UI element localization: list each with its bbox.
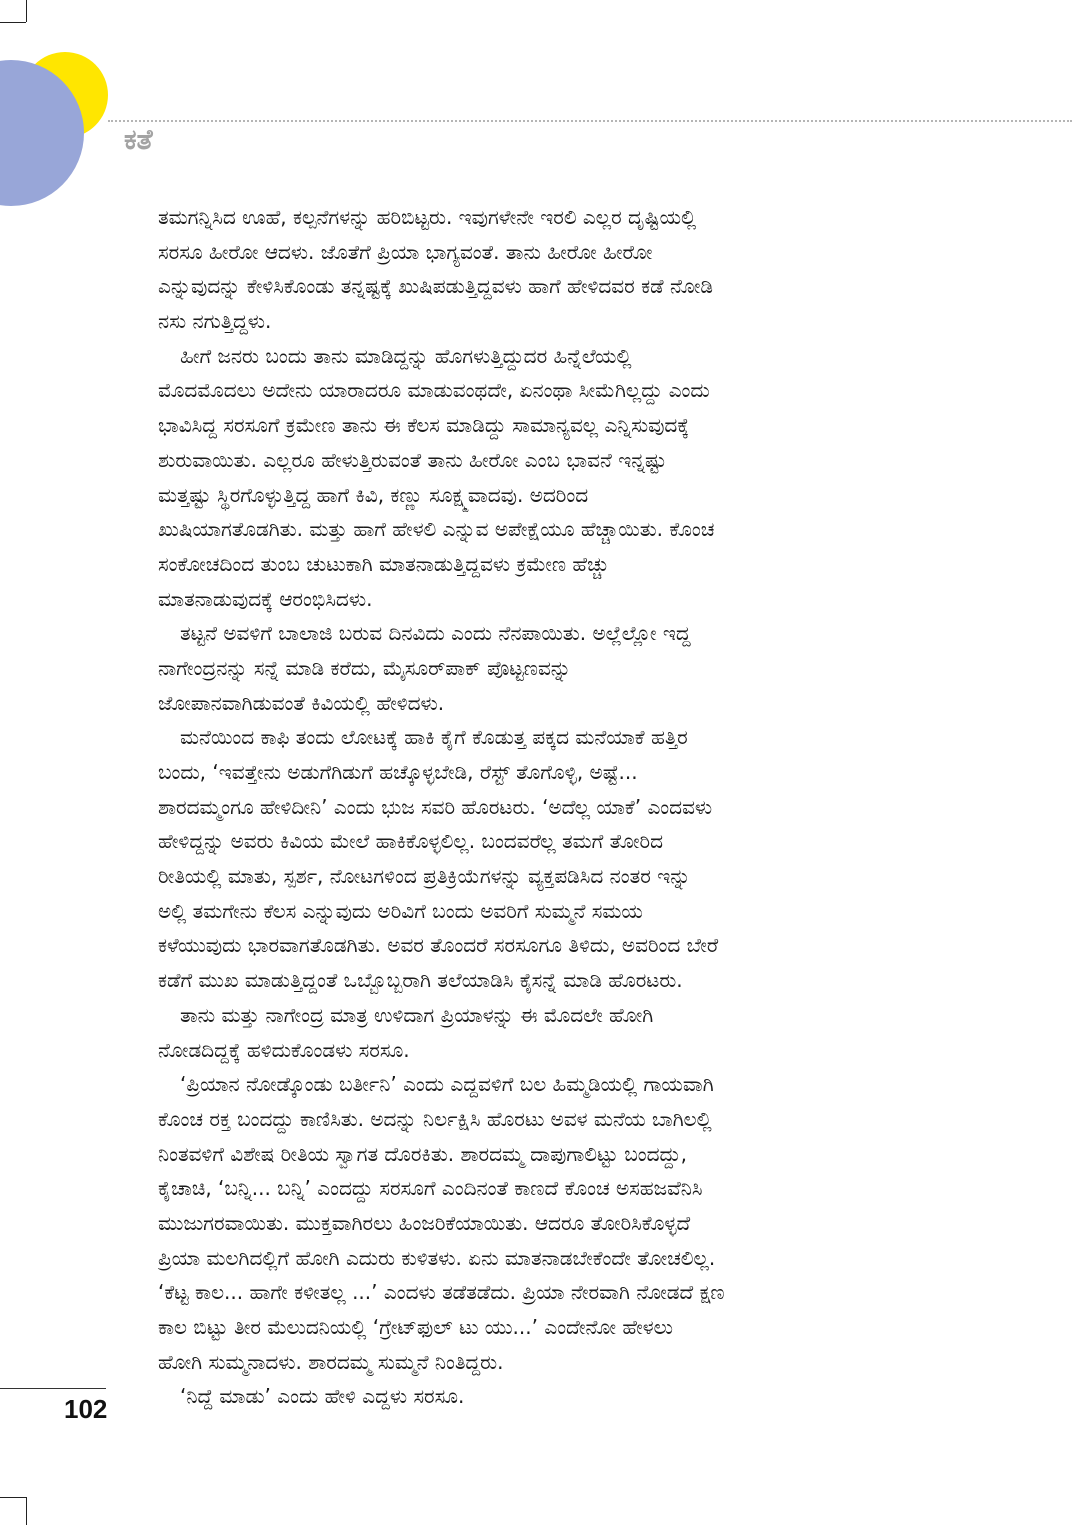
text-line: ‘ಕೆಟ್ಟ ಕಾಲ... ಹಾಗೇ ಕಳೀತಲ್ಲ ...’ ಎಂದಳು ತಡೆತಡೆದು. ಪ್ರಿಯಾ ನೇರವಾಗಿ ನೋಡದೆ ಕ್ಷಣ (158, 1280, 725, 1305)
text-line: ರೀತಿಯಲ್ಲಿ ಮಾತು, ಸ್ಪರ್ಶ, ನೋಟಗಳಿಂದ ಪ್ರತಿಕ್ರಿಯೆಗಳನ್ನು ವ್ಯಕ್ತಪಡಿಸಿದ ನಂತರ ಇನ್ನು (158, 864, 691, 889)
text-line: ಕಳೆಯುವುದು ಭಾರವಾಗತೊಡಗಿತು. ಅವರ ತೊಂದರೆ ಸರಸೂಗೂ ತಿಳಿದು, ಅವರಿಂದ ಬೇರೆ (158, 933, 719, 958)
text-line: ‘ಪ್ರಿಯಾನ ನೋಡ್ಕೊಂಡು ಬರ್ತೀನಿ’ ಎಂದು ಎದ್ದವಳಿಗೆ ಬಲ ಹಿಮ್ಮಡಿಯಲ್ಲಿ ಗಾಯವಾಗಿ (180, 1072, 714, 1097)
text-line: ಬಂದು, ‘ಇವತ್ತೇನು ಅಡುಗೆಗಿಡುಗೆ ಹಚ್ಕೊಳ್ಳಬೇಡಿ, ರೆಸ್ಟ್ ತೊಗೊಳ್ಳಿ, ಅಷ್ಟೆ... (158, 760, 638, 784)
story-text (158, 200, 906, 1414)
text-line: ಪ್ರಿಯಾ ಮಲಗಿದಲ್ಲಿಗೆ ಹೋಗಿ ಎದುರು ಕುಳಿತಳು. ಏನು ಮಾತನಾಡಬೇಕೆಂದೇ ತೋಚಲಿಲ್ಲ. (158, 1245, 716, 1270)
text-line: ಜೋಪಾನವಾಗಿಡುವಂತೆ ಕಿವಿಯಲ್ಲಿ ಹೇಳಿದಳು. (158, 690, 445, 715)
text-line: ಕಡೆಗೆ ಮುಖ ಮಾಡುತ್ತಿದ್ದಂತೆ ಒಬ್ಬೊಬ್ಬರಾಗಿ ತಲೆಯಾಡಿಸಿ ಕೈಸನ್ನೆ ಮಾಡಿ ಹೊರಟರು. (158, 968, 683, 993)
section-label: ಕತೆ (124, 123, 153, 156)
text-line: ಶುರುವಾಯಿತು. ಎಲ್ಲರೂ ಹೇಳುತ್ತಿರುವಂತೆ ತಾನು ಹೀರೋ ಎಂಬ ಭಾವನೆ ಇನ್ನಷ್ಟು (158, 447, 667, 472)
text-line: ಮಾತನಾಡುವುದಕ್ಕೆ ಆರಂಭಿಸಿದಳು. (158, 586, 373, 611)
text-line: ‘ನಿದ್ದೆ ಮಾಡು’ ಎಂದು ಹೇಳಿ ಎದ್ದಳು ಸರಸೂ. (180, 1384, 465, 1409)
crop-mark-bottom-left-vertical (26, 1497, 27, 1525)
text-line: ನಿಂತವಳಿಗೆ ವಿಶೇಷ ರೀತಿಯ ಸ್ವಾಗತ ದೊರಕಿತು. ಶಾರದಮ್ಮ ದಾಪುಗಾಲಿಟ್ಟು ಬಂದದ್ದು, (158, 1141, 687, 1166)
text-line: ಮೊದಮೊದಲು ಅದೇನು ಯಾರಾದರೂ ಮಾಡುವಂಥದೇ, ಏನಂಥಾ ಸೀಮೆಗಿಲ್ಲದ್ದು ಎಂದು (158, 378, 710, 403)
crop-mark-top-left-vertical (26, 0, 27, 22)
text-line: ಮುಜುಗರವಾಯಿತು. ಮುಕ್ತವಾಗಿರಲು ಹಿಂಜರಿಕೆಯಾಯಿತು. ಆದರೂ ತೋರಿಸಿಕೊಳ್ಳದೆ (158, 1210, 691, 1235)
text-line: ನೋಡದಿದ್ದಕ್ಕೆ ಹಳಿದುಕೊಂಡಳು ಸರಸೂ. (158, 1037, 410, 1062)
text-line: ಹೀಗೆ ಜನರು ಬಂದು ತಾನು ಮಾಡಿದ್ದನ್ನು ಹೊಗಳುತ್ತಿದ್ದುದರ ಹಿನ್ನೆಲೆಯಲ್ಲಿ (180, 343, 632, 368)
text-line: ನಸು ನಗುತ್ತಿದ್ದಳು. (158, 309, 272, 334)
text-line: ನಾಗೇಂದ್ರನನ್ನು ಸನ್ನೆ ಮಾಡಿ ಕರೆದು, ಮೈಸೂರ್‌ಪಾಕ್ ಪೊಟ್ಟಣವನ್ನು (158, 655, 571, 680)
page-number: 102 (64, 1394, 108, 1424)
text-line: ಎನ್ನುವುದನ್ನು ಕೇಳಿಸಿಕೊಂಡು ತನ್ನಷ್ಟಕ್ಕೆ ಖುಷಿಪಡುತ್ತಿದ್ದವಳು ಹಾಗೆ ಹೇಳಿದವರ ಕಡೆ ನೋಡಿ (158, 274, 714, 299)
text-line: ತಟ್ಟನೆ ಅವಳಿಗೆ ಬಾಲಾಜಿ ಬರುವ ದಿನವಿದು ಎಂದು ನೆನಪಾಯಿತು. ಅಲ್ಲೆಲ್ಲೋ ಇದ್ದ (180, 621, 691, 646)
text-line: ಖುಷಿಯಾಗತೊಡಗಿತು. ಮತ್ತು ಹಾಗೆ ಹೇಳಲಿ ಎನ್ನುವ ಅಪೇಕ್ಷೆಯೂ ಹೆಚ್ಚಾಯಿತು. ಕೊಂಚ (158, 517, 715, 542)
text-line: ಮನೆಯಿಂದ ಕಾಫಿ ತಂದು ಲೋಟಕ್ಕೆ ಹಾಕಿ ಕೈಗೆ ಕೊಡುತ್ತ ಪಕ್ಕದ ಮನೆಯಾಕೆ ಹತ್ತಿರ (180, 725, 688, 750)
footer-rule (0, 1388, 106, 1389)
text-line: ಸರಸೂ ಹೀರೋ ಆದಳು. ಜೊತೆಗೆ ಪ್ರಿಯಾ ಭಾಗ್ಯವಂತೆ. ತಾನು ಹೀರೋ ಹೀರೋ (158, 239, 653, 264)
text-line: ಶಾರದಮ್ಮಂಗೂ ಹೇಳಿದೀನಿ’ ಎಂದು ಭುಜ ಸವರಿ ಹೊರಟರು. ‘ಅದೆಲ್ಲ ಯಾಕೆ’ ಎಂದವಳು (158, 794, 713, 819)
text-line: ಕೈಚಾಚಿ, ‘ಬನ್ನಿ... ಬನ್ನಿ’ ಎಂದದ್ದು ಸರಸೂಗೆ ಎಂದಿನಂತೆ ಕಾಣದೆ ಕೊಂಚ ಅಸಹಜವೆನಿಸಿ (158, 1176, 703, 1201)
text-line: ತಾನು ಮತ್ತು ನಾಗೇಂದ್ರ ಮಾತ್ರ ಉಳಿದಾಗ ಪ್ರಿಯಾಳನ್ನು ಈ ಮೊದಲೇ ಹೋಗಿ (180, 1002, 654, 1027)
crop-mark-bottom-left-horizontal (0, 1497, 26, 1498)
text-line: ಕಾಲ ಬಿಟ್ಟು ತೀರ ಮೆಲುದನಿಯಲ್ಲಿ ‘ಗ್ರೇಟ್‌ಫುಲ್ ಟು ಯು...’ ಎಂದೇನೋ ಹೇಳಲು (158, 1315, 673, 1339)
text-line: ಮತ್ತಷ್ಟು ಸ್ಥಿರಗೊಳ್ಳುತ್ತಿದ್ದ ಹಾಗೆ ಕಿವಿ, ಕಣ್ಣು ಸೂಕ್ಷ್ಮವಾದವು. ಅದರಿಂದ (158, 482, 589, 507)
text-line: ಅಲ್ಲಿ ತಮಗೇನು ಕೆಲಸ ಎನ್ನುವುದು ಅರಿವಿಗೆ ಬಂದು ಅವರಿಗೆ ಸುಮ್ಮನೆ ಸಮಯ (158, 898, 643, 923)
text-line: ಭಾವಿಸಿದ್ದ ಸರಸೂಗೆ ಕ್ರಮೇಣ ತಾನು ಈ ಕೆಲಸ ಮಾಡಿದ್ದು ಸಾಮಾನ್ಯವಲ್ಲ ಎನ್ನಿಸುವುದಕ್ಕೆ (158, 413, 690, 438)
crop-mark-top-left-horizontal (0, 22, 26, 23)
header-dotted-rule (108, 120, 1072, 122)
text-line: ಕೊಂಚ ರಕ್ತ ಬಂದದ್ದು ಕಾಣಿಸಿತು. ಅದನ್ನು ನಿರ್ಲಕ್ಷಿಸಿ ಹೊರಟು ಅವಳ ಮನೆಯ ಬಾಗಿಲಲ್ಲಿ (158, 1106, 712, 1131)
text-line: ಸಂಕೋಚದಿಂದ ತುಂಬ ಚುಟುಕಾಗಿ ಮಾತನಾಡುತ್ತಿದ್ದವಳು ಕ್ರಮೇಣ ಹೆಚ್ಚು (158, 551, 610, 576)
text-line: ಹೇಳಿದ್ದನ್ನು ಅವರು ಕಿವಿಯ ಮೇಲೆ ಹಾಕಿಕೊಳ್ಳಲಿಲ್ಲ. ಬಂದವರೆಲ್ಲ ತಮಗೆ ತೋರಿದ (158, 829, 663, 854)
text-line: ತಮಗನ್ನಿಸಿದ ಊಹೆ, ಕಲ್ಪನೆಗಳನ್ನು ಹರಿಬಿಟ್ಟರು. ಇವುಗಳೇನೇ ಇರಲಿ ಎಲ್ಲರ ದೃಷ್ಟಿಯಲ್ಲಿ (158, 205, 697, 229)
text-line: ಹೋಗಿ ಸುಮ್ಮನಾದಳು. ಶಾರದಮ್ಮ ಸುಮ್ಮನೆ ನಿಂತಿದ್ದರು. (158, 1349, 504, 1374)
